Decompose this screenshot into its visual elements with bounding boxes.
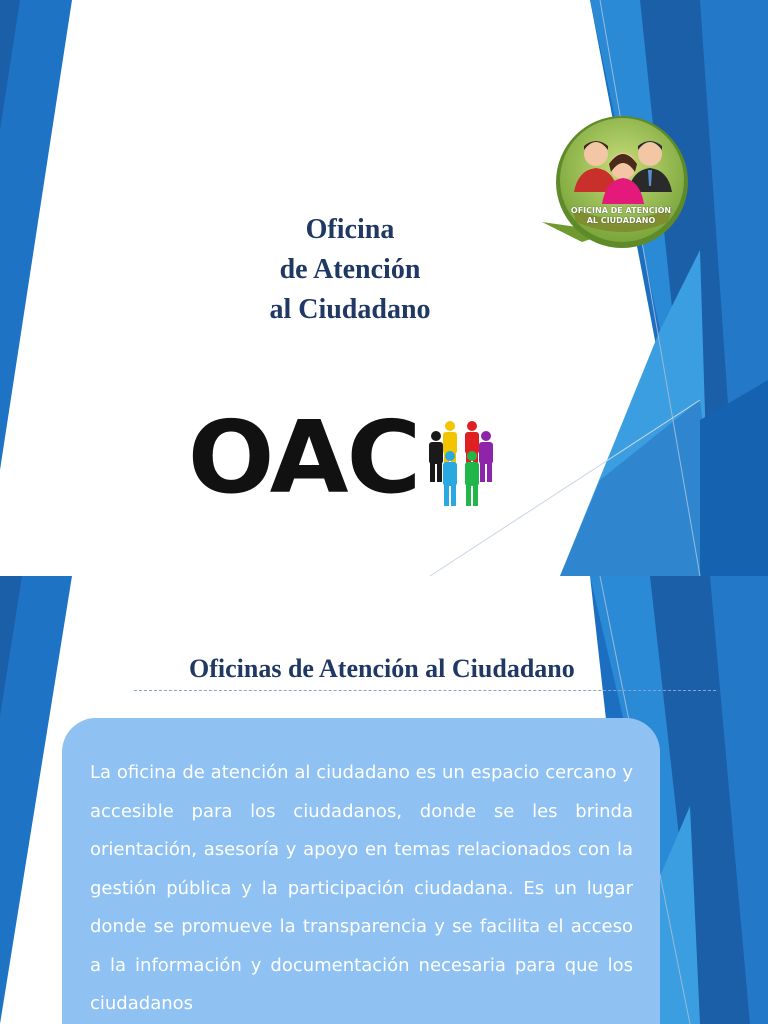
oac-logo-text: OAC (187, 399, 420, 516)
cover-title-line-1: Oficina (305, 214, 395, 245)
content-paragraph: La oficina de atención al ciudadano es un espacio cercano y accesible para los ciudadanos, donde se les brinda orientación, asesoría y apoyo en temas relacionados con la gestión pública y la participación ciudadana. Es un lugar donde se promueve la transparencia y se facilita el acceso a la información y documentación necesaria para que los ciudadanos (90, 762, 633, 1014)
people-group-icon (426, 418, 500, 508)
cover-title (200, 210, 500, 330)
slide-content (0, 576, 768, 1024)
badge-caption (566, 206, 676, 226)
content-title: Oficinas de Atención al Ciudadano (189, 654, 575, 683)
oac-badge-logo (522, 112, 692, 252)
person-purple (479, 431, 493, 482)
person-black (429, 431, 443, 482)
badge-caption-line-2: AL CIUDADANO (586, 216, 656, 225)
badge-caption-line-1: OFICINA DE ATENCIÓN (570, 206, 672, 215)
title-divider (134, 690, 716, 691)
cover-title-line-3: al Ciudadano (269, 294, 431, 325)
cover-title-line-2: de Atención (279, 254, 421, 285)
